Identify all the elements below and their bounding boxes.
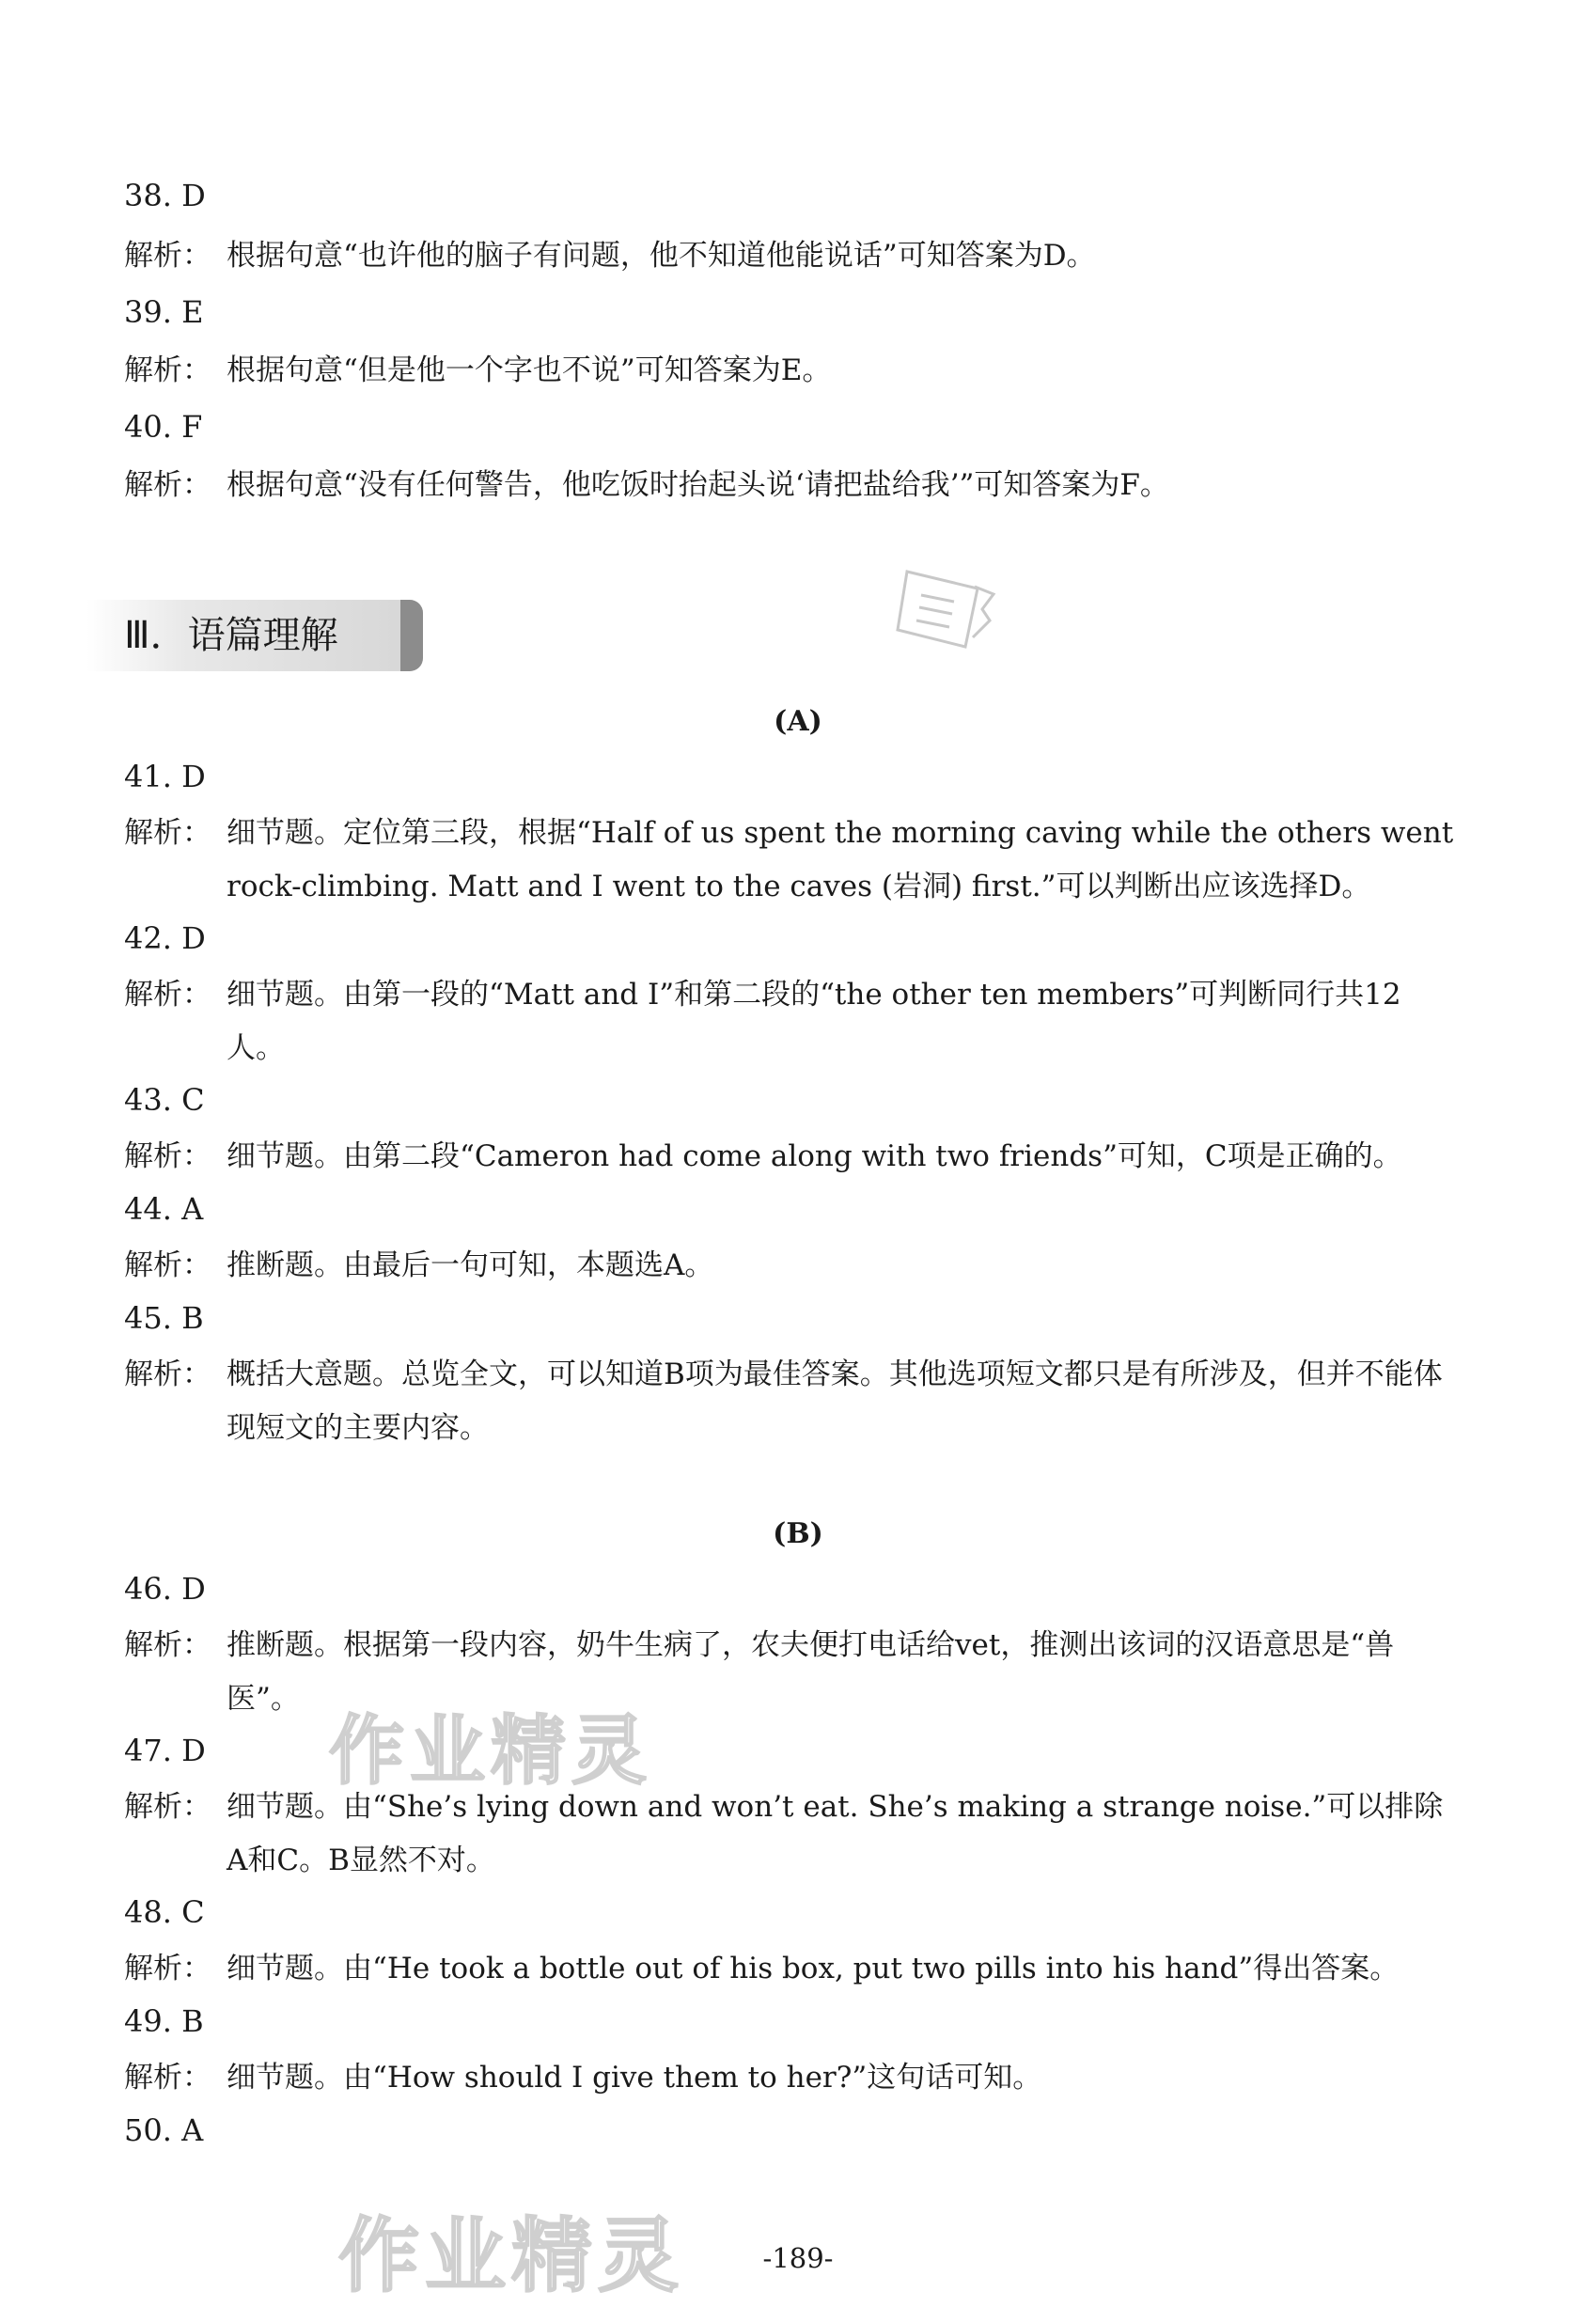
explanation-label: 解析： — [124, 978, 211, 1012]
section-banner — [86, 600, 423, 671]
explanation-41 — [124, 807, 1459, 914]
answer-41: 41. D — [124, 759, 206, 794]
answer-45: 45. B — [124, 1300, 204, 1336]
explanation-42 — [124, 968, 1459, 1075]
answer-48: 48. C — [124, 1894, 205, 1930]
page-number: -189- — [762, 2242, 834, 2274]
explanation-label: 解析： — [124, 2061, 211, 2095]
explanation-label: 解析： — [124, 1628, 211, 1662]
answer-47: 47. D — [124, 1733, 206, 1768]
explanation-45 — [124, 1348, 1459, 1455]
watermark: 作业精灵 — [329, 1707, 652, 1795]
stamp-icon — [888, 553, 1001, 656]
answer-40: 40. F — [124, 409, 203, 445]
explanation-label: 解析： — [124, 816, 211, 850]
answer-50: 50. A — [124, 2112, 204, 2148]
explanation-47 — [124, 1781, 1459, 1888]
explanation-label: 解析： — [124, 1952, 211, 1985]
explanation-48 — [124, 1942, 1459, 1996]
explanation-46 — [124, 1619, 1459, 1726]
explanation-49 — [124, 2051, 1459, 2105]
explanation-text: 推断题。根据第一段内容，奶牛生病了，农夫便打电话给vet，推测出该词的汉语意思是“兽医”。 — [227, 1628, 1395, 1716]
explanation-text: 推断题。由最后一句可知，本题选A。 — [227, 1248, 714, 1282]
explanation-38 — [124, 229, 1459, 283]
explanation-label: 解析： — [124, 353, 211, 387]
part-b-heading: (B) — [773, 1517, 823, 1550]
explanation-text: 细节题。由“How should I give them to her?”这句话可知。 — [227, 2061, 1042, 2095]
explanation-39 — [124, 344, 1459, 398]
part-a-heading: (A) — [774, 705, 822, 738]
explanation-label: 解析： — [124, 239, 211, 273]
explanation-40 — [124, 459, 1459, 512]
explanation-label: 解析： — [124, 1358, 211, 1391]
section-title: Ⅲ．语篇理解 — [124, 614, 338, 657]
explanation-text: 根据句意“但是他一个字也不说”可知答案为E。 — [227, 353, 832, 387]
explanation-label: 解析： — [124, 468, 211, 502]
watermark: 作业精灵 — [338, 2209, 684, 2303]
explanation-text: 细节题。由“She’s lying down and won’t eat. She’s making a strange noise.”可以排除A和C。B显然不对。 — [227, 1790, 1444, 1877]
explanation-43 — [124, 1130, 1459, 1184]
explanation-label: 解析： — [124, 1790, 211, 1824]
answer-46: 46. D — [124, 1571, 206, 1607]
explanation-text: 根据句意“没有任何警告，他吃饭时抬起头说‘请把盐给我’”可知答案为F。 — [227, 468, 1169, 502]
answer-49: 49. B — [124, 2003, 204, 2039]
explanation-44 — [124, 1239, 1459, 1293]
explanation-text: 概括大意题。总览全文，可以知道B项为最佳答案。其他选项短文都只是有所涉及，但并不能体现短文的主要内容。 — [227, 1358, 1443, 1445]
explanation-label: 解析： — [124, 1139, 211, 1173]
explanation-text: 细节题。由“He took a bottle out of his box, put two pills into his hand”得出答案。 — [227, 1952, 1400, 1985]
explanation-text: 细节题。由第一段的“Matt and I”和第二段的“the other ten members”可判断同行共12人。 — [227, 978, 1401, 1065]
answer-39: 39. E — [124, 294, 204, 330]
answer-44: 44. A — [124, 1191, 204, 1227]
answer-38: 38. D — [124, 178, 206, 213]
answer-42: 42. D — [124, 920, 206, 956]
explanation-text: 细节题。定位第三段，根据“Half of us spent the morning caving while the others went rock-climbing. Matt and I went to the caves (岩洞) first.”可以判断出应该选择D。 — [227, 816, 1454, 903]
explanation-label: 解析： — [124, 1248, 211, 1282]
explanation-text: 根据句意“也许他的脑子有问题，他不知道他能说话”可知答案为D。 — [227, 239, 1096, 273]
banner-tab — [400, 600, 423, 671]
explanation-text: 细节题。由第二段“Cameron had come along with two friends”可知，C项是正确的。 — [227, 1139, 1402, 1173]
answer-43: 43. C — [124, 1082, 205, 1118]
